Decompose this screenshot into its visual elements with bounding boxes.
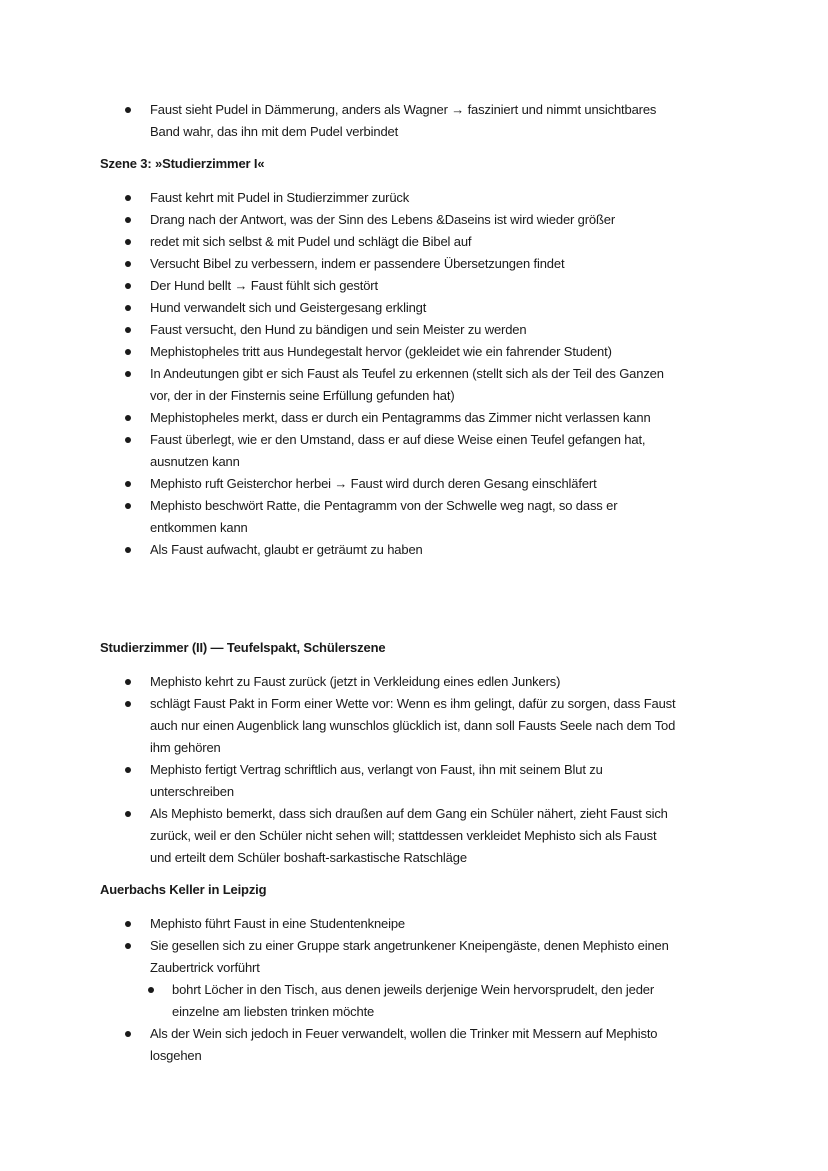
list-item-text: zurück, weil er den Schüler nicht sehen will; stattdessen verkleidet Mephisto sich als Faust: [150, 828, 657, 843]
list-item-text: entkommen kann: [150, 520, 248, 535]
list-item-text: auch nur einen Augenblick lang wunschlos glücklich ist, dann soll Fausts Seele nach dem Tod: [150, 718, 676, 733]
bullet-icon: [125, 767, 131, 773]
list-item: [0, 539, 828, 561]
bullet-icon: [125, 547, 131, 553]
bullet-icon: [125, 943, 131, 949]
list-item-text: Faust sieht Pudel in Dämmerung, anders als Wagner → fasziniert und nimmt unsichtbares: [150, 102, 657, 117]
bullet-icon: [125, 217, 131, 223]
list-item: [0, 913, 828, 935]
list-item-text: Als der Wein sich jedoch in Feuer verwandelt, wollen die Trinker mit Messern auf Mephisto: [150, 1026, 658, 1041]
list-item-text: Faust überlegt, wie er den Umstand, dass er auf diese Weise einen Teufel gefangen hat,: [150, 432, 646, 447]
list-item-text: Der Hund bellt → Faust fühlt sich gestört: [150, 278, 378, 293]
bullet-icon: [125, 107, 131, 113]
bullet-icon: [125, 195, 131, 201]
list-item-text: Mephistopheles merkt, dass er durch ein Pentagramms das Zimmer nicht verlassen kann: [150, 410, 651, 425]
list-item-text: ausnutzen kann: [150, 454, 240, 469]
list-item: [0, 429, 828, 473]
list-item-text: redet mit sich selbst & mit Pudel und schlägt die Bibel auf: [150, 234, 472, 249]
list-item: [0, 473, 828, 495]
list-item: [0, 297, 828, 319]
list-item: [0, 231, 828, 253]
section-heading: Auerbachs Keller in Leipzig: [100, 882, 267, 897]
bullet-icon: [125, 371, 131, 377]
bullet-icon: [125, 503, 131, 509]
list-item-text: Als Mephisto bemerkt, dass sich draußen auf dem Gang ein Schüler nähert, zieht Faust sich: [150, 806, 668, 821]
list-item: [0, 319, 828, 341]
list-item-text: Faust versucht, den Hund zu bändigen und sein Meister zu werden: [150, 322, 527, 337]
list-item-text: Faust kehrt mit Pudel in Studierzimmer zurück: [150, 190, 410, 205]
list-item-text: Band wahr, das ihn mit dem Pudel verbindet: [150, 124, 399, 139]
list-item-text: schlägt Faust Pakt in Form einer Wette vor: Wenn es ihm gelingt, dafür zu sorgen, dass Faust: [150, 696, 676, 711]
list-item-text: Mephisto führt Faust in eine Studentenkneipe: [150, 916, 406, 931]
list-item-text: Hund verwandelt sich und Geistergesang erklingt: [150, 300, 427, 315]
list-item: [0, 209, 828, 231]
bullet-icon: [148, 987, 154, 993]
list-item-text: Mephisto fertigt Vertrag schriftlich aus, verlangt von Faust, ihn mit seinem Blut zu: [150, 762, 603, 777]
bullet-icon: [125, 701, 131, 707]
list-item-text: Mephisto beschwört Ratte, die Pentagramm von der Schwelle weg nagt, so dass er: [150, 498, 618, 513]
list-item-text: vor, der in der Finsternis seine Erfüllung gefunden hat): [150, 388, 455, 403]
list-item-text: Mephisto kehrt zu Faust zurück (jetzt in Verkleidung eines edlen Junkers): [150, 674, 561, 689]
list-item: [0, 275, 828, 297]
list-item: [0, 495, 828, 539]
list-item: [0, 187, 828, 209]
list-item: [0, 363, 828, 407]
sub-list-item: [0, 979, 828, 1023]
bullet-icon: [125, 415, 131, 421]
list-item: [0, 803, 828, 869]
list-item: [0, 253, 828, 275]
bullet-list: [0, 187, 828, 561]
section: [0, 637, 828, 869]
list-item: [0, 935, 828, 979]
bullet-list: [0, 913, 828, 1067]
bullet-icon: [125, 305, 131, 311]
list-item-text: Zaubertrick vorführt: [150, 960, 260, 975]
section: [0, 879, 828, 1067]
list-item-text: einzelne am liebsten trinken möchte: [172, 1004, 375, 1019]
list-item-text: Sie gesellen sich zu einer Gruppe stark angetrunkener Kneipengäste, denen Mephisto einen: [150, 938, 669, 953]
list-item: [0, 99, 828, 143]
list-item-text: Versucht Bibel zu verbessern, indem er passendere Übersetzungen findet: [150, 256, 565, 271]
list-item-text: und erteilt dem Schüler boshaft-sarkastische Ratschläge: [150, 850, 467, 865]
bullet-icon: [125, 921, 131, 927]
bullet-icon: [125, 239, 131, 245]
list-item-text: Als Faust aufwacht, glaubt er geträumt zu haben: [150, 542, 423, 557]
list-item-text: bohrt Löcher in den Tisch, aus denen jeweils derjenige Wein hervorsprudelt, den jeder: [172, 982, 655, 997]
bullet-list: [0, 671, 828, 869]
bullet-icon: [125, 283, 131, 289]
list-item: [0, 1023, 828, 1067]
section-heading: Szene 3: »Studierzimmer I«: [100, 156, 265, 171]
bullet-icon: [125, 811, 131, 817]
list-item: [0, 341, 828, 363]
bullet-icon: [125, 327, 131, 333]
bullet-icon: [125, 481, 131, 487]
list-item: [0, 759, 828, 803]
section-heading: Studierzimmer (II) — Teufelspakt, Schülerszene: [100, 640, 386, 655]
list-item-text: Mephistopheles tritt aus Hundegestalt hervor (gekleidet wie ein fahrender Student): [150, 344, 612, 359]
document-page: [0, 99, 828, 1067]
list-item-text: unterschreiben: [150, 784, 234, 799]
bullet-icon: [125, 261, 131, 267]
bullet-icon: [125, 437, 131, 443]
list-item-text: losgehen: [150, 1048, 202, 1063]
bullet-icon: [125, 1031, 131, 1037]
list-item: [0, 693, 828, 759]
list-item: [0, 671, 828, 693]
section: [0, 99, 828, 143]
section: [0, 153, 828, 561]
list-item: [0, 407, 828, 429]
bullet-icon: [125, 349, 131, 355]
bullet-icon: [125, 679, 131, 685]
bullet-list: [0, 99, 828, 143]
list-item-text: Drang nach der Antwort, was der Sinn des Lebens &Daseins ist wird wieder größer: [150, 212, 616, 227]
list-item-text: Mephisto ruft Geisterchor herbei → Faust wird durch deren Gesang einschläfert: [150, 476, 597, 491]
list-item-text: In Andeutungen gibt er sich Faust als Teufel zu erkennen (stellt sich als der Teil des Ganzen: [150, 366, 664, 381]
list-item-text: ihm gehören: [150, 740, 221, 755]
